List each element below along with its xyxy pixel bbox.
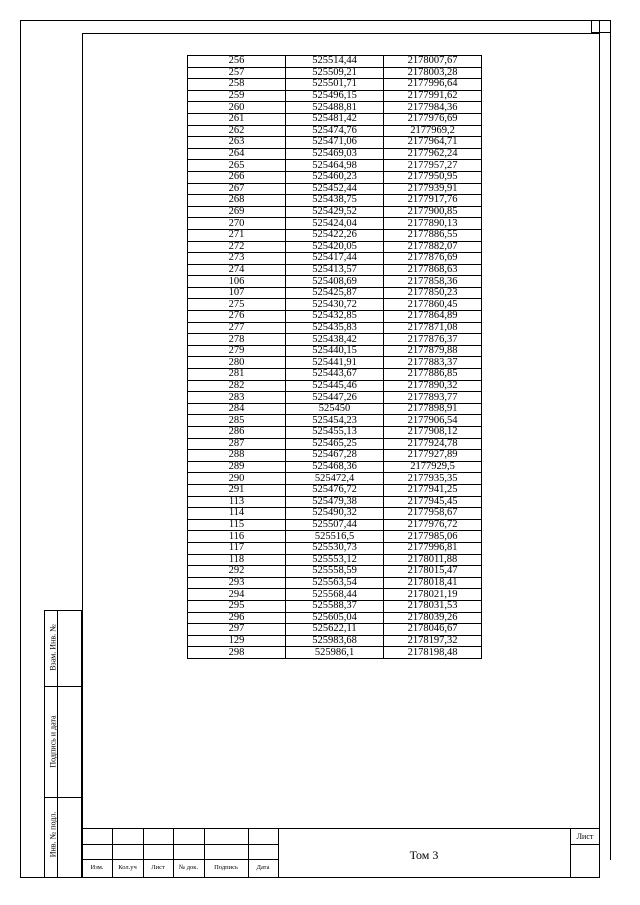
point-number: 257 <box>188 67 286 79</box>
tb-izm: Изм. <box>90 864 104 871</box>
point-number: 106 <box>188 276 286 288</box>
point-number: 287 <box>188 438 286 450</box>
point-number: 256 <box>188 56 286 68</box>
x-coordinate: 525622,11 <box>286 624 384 636</box>
y-coordinate: 2177996,81 <box>384 542 482 554</box>
table-row <box>188 334 482 346</box>
table-row <box>188 612 482 624</box>
point-number: 263 <box>188 137 286 149</box>
y-coordinate: 2177890,32 <box>384 380 482 392</box>
point-number: 285 <box>188 415 286 427</box>
table-row <box>188 508 482 520</box>
point-number: 295 <box>188 600 286 612</box>
point-number: 118 <box>188 554 286 566</box>
table-row <box>188 600 482 612</box>
point-number: 268 <box>188 195 286 207</box>
x-coordinate: 525454,23 <box>286 415 384 427</box>
point-number: 260 <box>188 102 286 114</box>
x-coordinate: 525476,72 <box>286 484 384 496</box>
y-coordinate: 2177962,24 <box>384 148 482 160</box>
x-coordinate: 525507,44 <box>286 519 384 531</box>
table-row <box>188 647 482 659</box>
x-coordinate: 525490,32 <box>286 508 384 520</box>
document-volume: Том 3 <box>409 848 439 862</box>
point-number: 116 <box>188 531 286 543</box>
point-number: 276 <box>188 311 286 323</box>
x-coordinate: 525460,23 <box>286 171 384 183</box>
tb-list: Лист <box>151 864 165 871</box>
x-coordinate: 525438,42 <box>286 334 384 346</box>
y-coordinate: 2177860,45 <box>384 299 482 311</box>
point-number: 115 <box>188 519 286 531</box>
y-coordinate: 2177976,72 <box>384 519 482 531</box>
table-row <box>188 450 482 462</box>
point-number: 297 <box>188 624 286 636</box>
y-coordinate: 2177906,54 <box>384 415 482 427</box>
table-row <box>188 542 482 554</box>
sheet-label: Лист <box>576 832 594 841</box>
point-number: 280 <box>188 357 286 369</box>
point-number: 272 <box>188 241 286 253</box>
x-coordinate: 525471,06 <box>286 137 384 149</box>
x-coordinate: 525568,44 <box>286 589 384 601</box>
x-coordinate: 525563,54 <box>286 577 384 589</box>
point-number: 264 <box>188 148 286 160</box>
x-coordinate: 525440,15 <box>286 345 384 357</box>
x-coordinate: 525464,98 <box>286 160 384 172</box>
table-row <box>188 241 482 253</box>
point-number: 114 <box>188 508 286 520</box>
table-row <box>188 473 482 485</box>
x-coordinate: 525558,59 <box>286 566 384 578</box>
table-row <box>188 519 482 531</box>
table-row <box>188 589 482 601</box>
x-coordinate: 525424,04 <box>286 218 384 230</box>
y-coordinate: 2178197,32 <box>384 635 482 647</box>
x-coordinate: 525488,81 <box>286 102 384 114</box>
y-coordinate: 2177976,69 <box>384 113 482 125</box>
table-row <box>188 403 482 415</box>
table-row <box>188 171 482 183</box>
y-coordinate: 2178015,47 <box>384 566 482 578</box>
x-coordinate: 525530,73 <box>286 542 384 554</box>
point-number: 277 <box>188 322 286 334</box>
table-row <box>188 125 482 137</box>
point-number: 294 <box>188 589 286 601</box>
table-row <box>188 218 482 230</box>
point-number: 275 <box>188 299 286 311</box>
table-row <box>188 357 482 369</box>
y-coordinate: 2177900,85 <box>384 206 482 218</box>
table-row <box>188 183 482 195</box>
x-coordinate: 525452,44 <box>286 183 384 195</box>
point-number: 107 <box>188 287 286 299</box>
table-row <box>188 369 482 381</box>
y-coordinate: 2178011,88 <box>384 554 482 566</box>
point-number: 269 <box>188 206 286 218</box>
x-coordinate: 525469,03 <box>286 148 384 160</box>
table-row <box>188 299 482 311</box>
point-number: 296 <box>188 612 286 624</box>
table-row <box>188 427 482 439</box>
y-coordinate: 2177876,37 <box>384 334 482 346</box>
y-coordinate: 2177879,88 <box>384 345 482 357</box>
point-number: 266 <box>188 171 286 183</box>
y-coordinate: 2177929,5 <box>384 461 482 473</box>
point-number: 279 <box>188 345 286 357</box>
x-coordinate: 525435,83 <box>286 322 384 334</box>
table-row <box>188 345 482 357</box>
table-row <box>188 392 482 404</box>
point-number: 129 <box>188 635 286 647</box>
tb-kol: Кол.уч <box>118 864 137 871</box>
y-coordinate: 2177924,78 <box>384 438 482 450</box>
table-row <box>188 461 482 473</box>
y-coordinate: 2178031,53 <box>384 600 482 612</box>
point-number: 261 <box>188 113 286 125</box>
tb-sheet-row <box>570 844 600 845</box>
y-coordinate: 2177985,06 <box>384 531 482 543</box>
x-coordinate: 525472,4 <box>286 473 384 485</box>
x-coordinate: 525501,71 <box>286 79 384 91</box>
point-number: 273 <box>188 253 286 265</box>
point-number: 270 <box>188 218 286 230</box>
y-coordinate: 2177917,76 <box>384 195 482 207</box>
y-coordinate: 2178039,26 <box>384 612 482 624</box>
point-number: 292 <box>188 566 286 578</box>
coordinates-table <box>187 55 482 659</box>
point-number: 113 <box>188 496 286 508</box>
y-coordinate: 2177876,69 <box>384 253 482 265</box>
x-coordinate: 525983,68 <box>286 635 384 647</box>
y-coordinate: 2177935,35 <box>384 473 482 485</box>
tb-top <box>82 828 600 829</box>
y-coordinate: 2177890,13 <box>384 218 482 230</box>
x-coordinate: 525422,26 <box>286 229 384 241</box>
x-coordinate: 525429,52 <box>286 206 384 218</box>
table-row <box>188 148 482 160</box>
x-coordinate: 525588,37 <box>286 600 384 612</box>
tb-ndoc: № док. <box>178 864 199 871</box>
y-coordinate: 2177864,89 <box>384 311 482 323</box>
coordinates-table-body <box>188 56 482 659</box>
point-number: 262 <box>188 125 286 137</box>
y-coordinate: 2177868,63 <box>384 264 482 276</box>
y-coordinate: 2177850,23 <box>384 287 482 299</box>
y-coordinate: 2178198,48 <box>384 647 482 659</box>
point-number: 288 <box>188 450 286 462</box>
tb-date: Дата <box>256 864 270 871</box>
x-coordinate: 525467,28 <box>286 450 384 462</box>
point-number: 293 <box>188 577 286 589</box>
table-row <box>188 484 482 496</box>
y-coordinate: 2177939,91 <box>384 183 482 195</box>
point-number: 291 <box>188 484 286 496</box>
x-coordinate: 525479,38 <box>286 496 384 508</box>
point-number: 271 <box>188 229 286 241</box>
point-number: 284 <box>188 403 286 415</box>
x-coordinate: 525496,15 <box>286 90 384 102</box>
x-coordinate: 525441,91 <box>286 357 384 369</box>
x-coordinate: 525474,76 <box>286 125 384 137</box>
x-coordinate: 525430,72 <box>286 299 384 311</box>
y-coordinate: 2177883,37 <box>384 357 482 369</box>
table-row <box>188 624 482 636</box>
point-number: 283 <box>188 392 286 404</box>
table-row <box>188 311 482 323</box>
x-coordinate: 525413,57 <box>286 264 384 276</box>
table-row <box>188 496 482 508</box>
y-coordinate: 2177957,27 <box>384 160 482 172</box>
y-coordinate: 2177871,08 <box>384 322 482 334</box>
y-coordinate: 2177969,2 <box>384 125 482 137</box>
point-number: 258 <box>188 79 286 91</box>
x-coordinate: 525417,44 <box>286 253 384 265</box>
y-coordinate: 2177984,36 <box>384 102 482 114</box>
x-coordinate: 525481,42 <box>286 113 384 125</box>
table-row <box>188 160 482 172</box>
x-coordinate: 525986,1 <box>286 647 384 659</box>
y-coordinate: 2177941,25 <box>384 484 482 496</box>
y-coordinate: 2177898,91 <box>384 403 482 415</box>
y-coordinate: 2177908,12 <box>384 427 482 439</box>
x-coordinate: 525514,44 <box>286 56 384 68</box>
table-row <box>188 438 482 450</box>
point-number: 281 <box>188 369 286 381</box>
x-coordinate: 525553,12 <box>286 554 384 566</box>
tb-sign: Подпись <box>214 864 238 871</box>
table-row <box>188 90 482 102</box>
y-coordinate: 2178021,19 <box>384 589 482 601</box>
point-number: 282 <box>188 380 286 392</box>
table-row <box>188 229 482 241</box>
x-coordinate: 525408,69 <box>286 276 384 288</box>
point-number: 265 <box>188 160 286 172</box>
point-number: 290 <box>188 473 286 485</box>
y-coordinate: 2177964,71 <box>384 137 482 149</box>
point-number: 278 <box>188 334 286 346</box>
point-number: 117 <box>188 542 286 554</box>
inv-orig-label: Инв. № подл. <box>48 811 58 858</box>
x-coordinate: 525516,5 <box>286 531 384 543</box>
point-number: 286 <box>188 427 286 439</box>
point-number: 259 <box>188 90 286 102</box>
x-coordinate: 525605,04 <box>286 612 384 624</box>
table-row <box>188 635 482 647</box>
table-row <box>188 380 482 392</box>
table-row <box>188 276 482 288</box>
table-row <box>188 113 482 125</box>
y-coordinate: 2177882,07 <box>384 241 482 253</box>
x-coordinate: 525438,75 <box>286 195 384 207</box>
point-number: 289 <box>188 461 286 473</box>
y-coordinate: 2177893,77 <box>384 392 482 404</box>
table-row <box>188 253 482 265</box>
x-coordinate: 525425,87 <box>286 287 384 299</box>
y-coordinate: 2177950,95 <box>384 171 482 183</box>
corner-tab-right <box>610 33 611 860</box>
x-coordinate: 525465,25 <box>286 438 384 450</box>
table-row <box>188 554 482 566</box>
x-coordinate: 525468,36 <box>286 461 384 473</box>
y-coordinate: 2177945,45 <box>384 496 482 508</box>
x-coordinate: 525432,85 <box>286 311 384 323</box>
y-coordinate: 2177996,64 <box>384 79 482 91</box>
y-coordinate: 2177858,36 <box>384 276 482 288</box>
y-coordinate: 2177958,67 <box>384 508 482 520</box>
point-number: 267 <box>188 183 286 195</box>
x-coordinate: 525447,26 <box>286 392 384 404</box>
y-coordinate: 2177886,85 <box>384 369 482 381</box>
y-coordinate: 2178046,67 <box>384 624 482 636</box>
x-coordinate: 525450 <box>286 403 384 415</box>
table-row <box>188 415 482 427</box>
table-row <box>188 531 482 543</box>
y-coordinate: 2177927,89 <box>384 450 482 462</box>
y-coordinate: 2178007,67 <box>384 56 482 68</box>
table-row <box>188 322 482 334</box>
table-row <box>188 79 482 91</box>
table-row <box>188 566 482 578</box>
x-coordinate: 525420,05 <box>286 241 384 253</box>
x-coordinate: 525445,46 <box>286 380 384 392</box>
table-row <box>188 287 482 299</box>
table-row <box>188 137 482 149</box>
y-coordinate: 2177991,62 <box>384 90 482 102</box>
corner-tab <box>591 20 611 33</box>
table-row <box>188 264 482 276</box>
point-number: 298 <box>188 647 286 659</box>
y-coordinate: 2177886,55 <box>384 229 482 241</box>
table-row <box>188 67 482 79</box>
table-row <box>188 56 482 68</box>
point-number: 274 <box>188 264 286 276</box>
table-row <box>188 102 482 114</box>
x-coordinate: 525509,21 <box>286 67 384 79</box>
x-coordinate: 525455,13 <box>286 427 384 439</box>
table-row <box>188 577 482 589</box>
y-coordinate: 2178018,41 <box>384 577 482 589</box>
table-row <box>188 206 482 218</box>
vzam-inv-label: Взам. Инв. № <box>48 624 58 671</box>
table-row <box>188 195 482 207</box>
x-coordinate: 525443,67 <box>286 369 384 381</box>
sign-date-label: Подпись и дата <box>48 715 58 768</box>
y-coordinate: 2178003,28 <box>384 67 482 79</box>
